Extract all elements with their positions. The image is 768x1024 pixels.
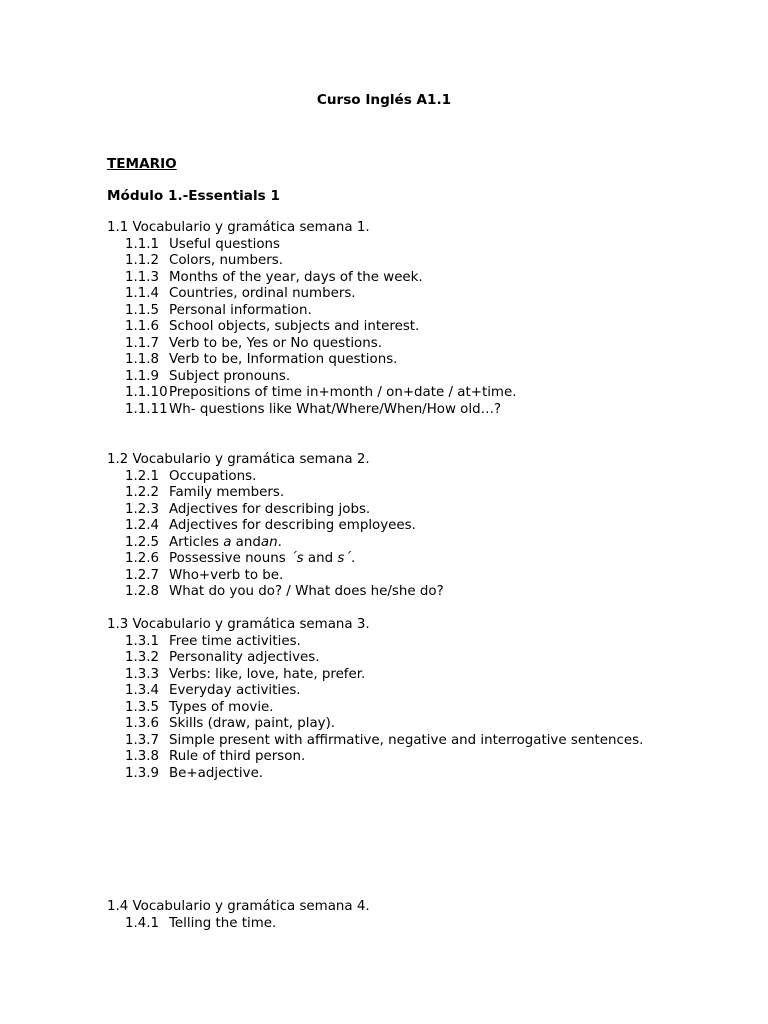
- item-text: Be+adjective.: [169, 765, 264, 781]
- item-text-part: Articles: [169, 534, 224, 550]
- item-text: Free time activities.: [169, 633, 301, 649]
- item-number: 1.1.5: [125, 302, 160, 318]
- item-number: 1.3.7: [125, 732, 160, 748]
- section-week-4: [107, 899, 747, 932]
- temario-heading: TEMARIO: [107, 156, 177, 172]
- item-number: 1.3.8: [125, 749, 160, 764]
- item-number: 1.2.5: [125, 534, 160, 550]
- list-item: [107, 667, 747, 684]
- list-item: [107, 584, 747, 601]
- list-item: [107, 385, 747, 402]
- item-number: 1.2.7: [125, 567, 160, 583]
- item-text-part: and: [231, 534, 261, 550]
- item-number: 1.4.1: [125, 915, 160, 931]
- list-item: [107, 518, 747, 535]
- item-text: Subject pronouns.: [169, 368, 291, 384]
- item-text: Types of movie.: [169, 699, 274, 715]
- section-week-1: [107, 220, 747, 418]
- item-text: Months of the year, days of the week.: [169, 269, 423, 285]
- section-heading: 1.2 Vocabulario y gramática semana 2.: [107, 452, 370, 467]
- item-number: 1.1.1: [125, 236, 160, 252]
- item-number: 1.1.4: [125, 286, 160, 301]
- item-text: School objects, subjects and interest.: [169, 319, 420, 334]
- item-number: 1.3.9: [125, 765, 160, 781]
- item-number: 1.3.6: [125, 716, 160, 731]
- item-text: Prepositions of time in+month / on+date / at+time.: [169, 385, 517, 400]
- list-item: [107, 270, 747, 287]
- list-item: [107, 502, 747, 519]
- section-heading: 1.1 Vocabulario y gramática semana 1.: [107, 220, 370, 235]
- item-number: 1.1.9: [125, 368, 160, 384]
- list-item: [107, 683, 747, 700]
- item-number: 1.2.8: [125, 584, 160, 599]
- list-item: [107, 469, 747, 486]
- list-item: [107, 485, 747, 502]
- item-text: Simple present with affirmative, negative and interrogative sentences.: [169, 732, 644, 748]
- list-item: [107, 634, 747, 651]
- item-text: Colors, numbers.: [169, 253, 283, 268]
- item-text-part: Possessive nouns: [169, 551, 290, 566]
- section-week-3: [107, 617, 747, 782]
- list-item: [107, 733, 747, 750]
- item-text: Verb to be, Information questions.: [169, 352, 398, 367]
- item-text: [169, 551, 355, 568]
- item-text-part: and: [303, 551, 338, 566]
- item-text: Personality adjectives.: [169, 650, 320, 665]
- item-text: Wh- questions like What/Where/When/How old…?: [169, 401, 502, 417]
- item-text: Skills (draw, paint, play).: [169, 716, 336, 731]
- list-item: [107, 716, 747, 733]
- item-text-part: .: [277, 534, 282, 550]
- list-item: [107, 319, 747, 336]
- item-number: 1.3.3: [125, 666, 160, 682]
- item-text: Adjectives for describing jobs.: [169, 501, 371, 517]
- item-text-italic: ´s: [289, 551, 304, 566]
- item-number: 1.3.2: [125, 650, 160, 665]
- list-item: [107, 303, 747, 320]
- item-number: 1.1.10: [125, 385, 168, 400]
- list-item: [107, 535, 747, 552]
- list-item: [107, 352, 747, 369]
- item-text: [169, 535, 282, 552]
- item-number: 1.2.1: [125, 468, 160, 484]
- list-item: [107, 286, 747, 303]
- item-number: 1.3.5: [125, 699, 160, 715]
- list-item: [107, 749, 747, 766]
- item-number: 1.1.8: [125, 352, 160, 367]
- item-number: 1.2.4: [125, 518, 160, 533]
- list-item: [107, 402, 747, 419]
- item-text: Who+verb to be.: [169, 567, 284, 583]
- item-text: Occupations.: [169, 468, 257, 484]
- section-week-2: [107, 452, 747, 601]
- list-item: [107, 253, 747, 270]
- list-item: [107, 551, 747, 568]
- item-text-italic: a: [223, 534, 232, 550]
- item-number: 1.3.4: [125, 683, 160, 698]
- item-text: Telling the time.: [169, 915, 277, 931]
- item-text-part: .: [351, 551, 356, 566]
- item-text: Everyday activities.: [169, 683, 301, 698]
- item-text: Family members.: [169, 485, 285, 500]
- item-text-italic: an: [260, 534, 278, 550]
- item-number: 1.1.7: [125, 335, 160, 351]
- item-number: 1.2.2: [125, 485, 160, 500]
- item-text-italic: s´: [337, 551, 352, 566]
- item-number: 1.3.1: [125, 633, 160, 649]
- item-text: Verb to be, Yes or No questions.: [169, 335, 382, 351]
- item-number: 1.1.2: [125, 253, 160, 268]
- item-number: 1.2.6: [125, 551, 160, 566]
- list-item: [107, 568, 747, 585]
- item-number: 1.1.6: [125, 319, 160, 334]
- list-item: [107, 237, 747, 254]
- document-title: Curso Inglés A1.1: [316, 92, 452, 108]
- item-text: What do you do? / What does he/she do?: [169, 584, 444, 599]
- module-heading: Módulo 1.-Essentials 1: [107, 188, 280, 204]
- list-item: [107, 766, 747, 783]
- list-item: [107, 916, 747, 933]
- item-text: Useful questions: [169, 236, 281, 252]
- item-text: Verbs: like, love, hate, prefer.: [169, 666, 366, 682]
- list-item: [107, 369, 747, 386]
- item-text: Personal information.: [169, 302, 312, 318]
- section-heading: 1.4 Vocabulario y gramática semana 4.: [107, 899, 370, 914]
- item-number: 1.2.3: [125, 501, 160, 517]
- item-text: Rule of third person.: [169, 749, 306, 764]
- item-number: 1.1.3: [125, 269, 160, 285]
- item-text: Countries, ordinal numbers.: [169, 286, 356, 301]
- item-text: Adjectives for describing employees.: [169, 518, 416, 533]
- item-number: 1.1.11: [125, 401, 168, 417]
- list-item: [107, 700, 747, 717]
- section-heading: 1.3 Vocabulario y gramática semana 3.: [107, 617, 370, 632]
- list-item: [107, 650, 747, 667]
- list-item: [107, 336, 747, 353]
